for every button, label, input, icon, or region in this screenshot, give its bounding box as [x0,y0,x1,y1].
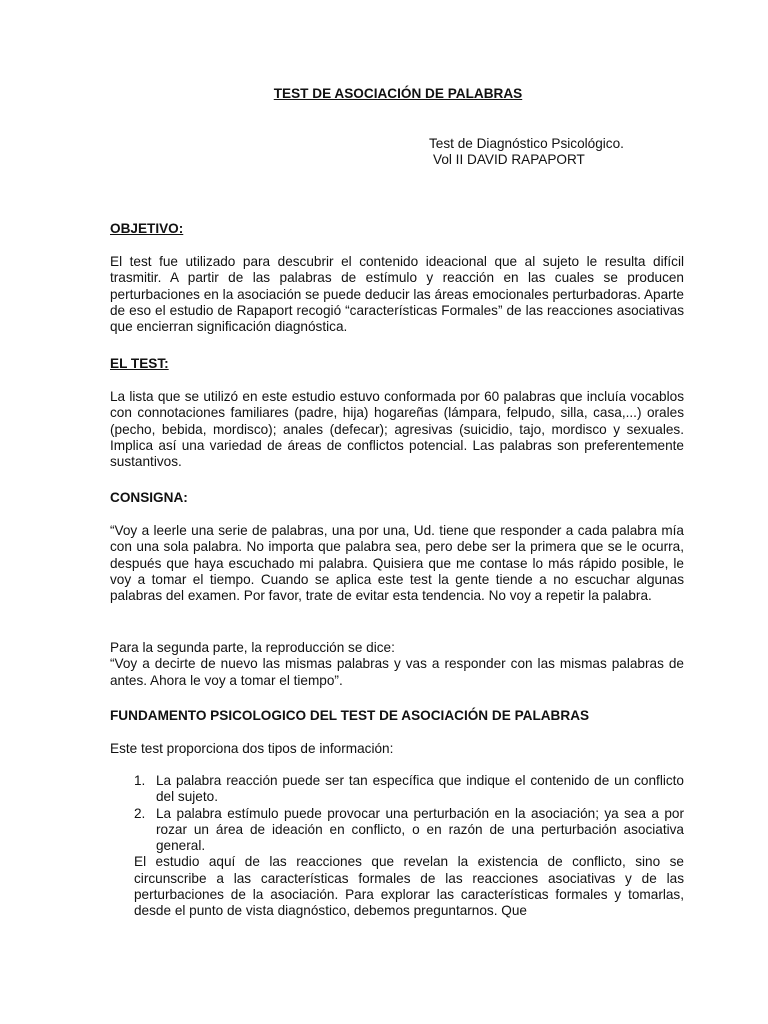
consigna-paragraph-2-line-1: Para la segunda parte, la reproducción se dice: [110,640,395,655]
document-title: TEST DE ASOCIACIÓN DE PALABRAS [273,86,523,101]
test-paragraph: La lista que se utilizó en este estudio estuvo conformada por 60 palabras que incluía vocablos con connotaciones familiares (padre, hija) hogareñas (lámpara, felpudo, silla, casa,...) orales (pecho, bebida, mordisco); anales (defecar); agresivas (suicidio, tajo, mordisco y sexuales. Implica así una variedad de áreas de conflictos potencial. Las palabras son preferentemente sustantivos. [110,389,684,470]
list-item-text: La palabra estímulo puede provocar una perturbación en la asociación; ya sea a por rozar un área de ideación en conflicto, o en razón de una perturbación asociativa general. [156,805,684,854]
list-item-number: 1. [134,773,146,788]
list-item-text: La palabra reacción puede ser tan específica que indique el contenido de un conflicto del sujeto. [156,773,684,805]
fundamento-list [110,773,684,854]
consigna-second-part [110,640,684,689]
list-item [110,773,684,806]
test-heading: EL TEST: [110,356,169,371]
list-item-number: 2. [134,805,146,821]
source-line-2: Vol II DAVID RAPAPORT [433,152,585,168]
fundamento-list-block [110,773,684,920]
fundamento-intro-text: Este test proporciona dos tipos de información: [110,741,394,756]
consigna-body [110,523,684,604]
section-test [110,356,684,372]
fundamento-heading: FUNDAMENTO PSICOLOGICO DEL TEST DE ASOCIACIÓN DE PALABRAS [110,708,590,723]
objetivo-heading: OBJETIVO: [110,221,184,236]
list-item [110,806,684,855]
consigna-heading: CONSIGNA: [110,490,188,505]
fundamento-intro [110,741,684,757]
test-body [110,389,684,470]
section-objetivo [110,221,684,237]
objetivo-paragraph: El test fue utilizado para descubrir el contenido ideacional que al sujeto le resulta difícil trasmitir. A partir de las palabras de estímulo y reacción en las cuales se producen perturbaciones en la asociación se puede deducir las áreas emocionales perturbadoras. Aparte de eso el estudio de Rapaport recogió “características Formales” de las reacciones asociativas que encierran significación diagnóstica. [110,254,684,335]
source-reference [429,136,624,169]
fundamento-closing: El estudio aquí de las reacciones que revelan la existencia de conflicto, sino se circunscribe a las características formales de las reacciones asociativas y de las perturbaciones de la asociación. Para explorar las características formales y tomarlas, desde el punto de vista diagnóstico, debemos preguntarnos. Que [134,854,684,919]
section-fundamento [110,708,710,724]
section-consigna [110,490,684,506]
consigna-paragraph-1: “Voy a leerle una serie de palabras, una por una, Ud. tiene que responder a cada palabra mía con una sola palabra. No importa que palabra sea, pero debe ser la primera que se le ocurra, después que haya escuchado mi palabra. Quisiera que me contase lo más rápido posible, le voy a tomar el tiempo. Cuando se aplica este test la gente tiende a no escuchar algunas palabras del examen. Por favor, trate de evitar esta tendencia. No voy a repetir la palabra. [110,523,684,604]
source-line-1: Test de Diagnóstico Psicológico. [429,136,624,151]
consigna-paragraph-2-line-2: “Voy a decirte de nuevo las mismas palabras y vas a responder con las mismas palabras de antes. Ahora le voy a tomar el tiempo”. [110,656,684,688]
objetivo-body [110,254,684,335]
